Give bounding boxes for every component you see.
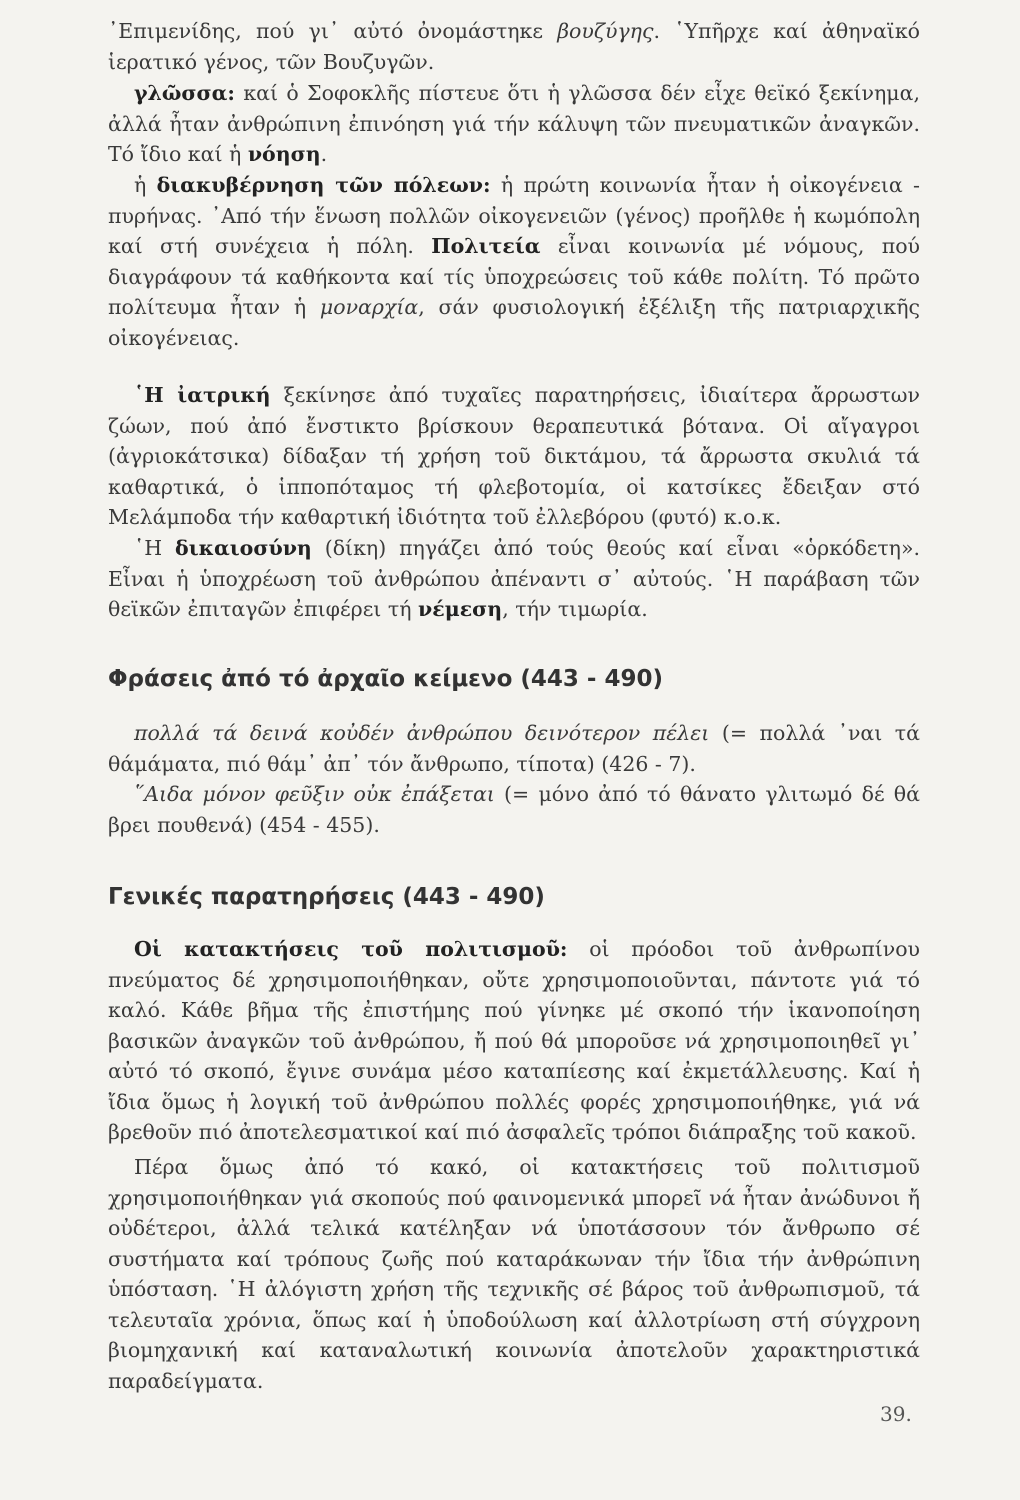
quote-aida: ῞Αιδα μόνον φεῦξιν οὐκ ἐπάξεται (= μόνο ἀπό τό θάνατο γλιτωμό δέ θά βρει πουθενά) (454 - 455). bbox=[108, 782, 920, 837]
page-number: 39. bbox=[880, 1402, 912, 1426]
term-iatriki: ῾Η ἰατρική bbox=[134, 383, 271, 407]
heading-general-remarks: Γενικές παρατηρήσεις (443 - 490) bbox=[108, 884, 545, 910]
paragraph-glossa: γλῶσσα: καί ὁ Σοφοκλῆς πίστευε ὅτι ἡ γλῶσσα δέν εἶχε θεϊκό ξεκίνημα, ἀλλά ἦταν ἀνθρώπινη ἐπινόηση γιά τήν κάλυψη τῶν πνευματικῶν ἀναγκῶν. Τό ἴδιο καί ἡ νόηση. bbox=[108, 81, 920, 166]
paragraph-diakyvernisi: ἡ διακυβέρνηση τῶν πόλεων: ἡ πρώτη κοινωνία ἦταν ἡ οἰκογένεια - πυρήνας. ᾿Από τήν ἕνωση πολλῶν οἰκογενειῶν (γένος) προῆλθε ἡ κωμόπολη καί στή συνέχεια ἡ πόλη. Πολιτεία εἶναι κοινωνία μέ νόμους, πού διαγράφουν τά καθήκοντα καί τίς ὑποχρεώσεις τοῦ κάθε πολίτη. Τό πρῶτο πολίτευμα ἦταν ἡ μοναρχία, σάν φυσιολογική ἐξέλιξη τῆς πατριαρχικῆς οἰκογένειας. bbox=[108, 173, 921, 350]
paragraph-pera: Πέρα ὅμως ἀπό τό κακό, οἱ κατακτήσεις τοῦ πολιτισμοῦ χρησιμοποιήθηκαν γιά σκοπούς πού φαινομενικά μπορεῖ νά ἦταν ἀνώδυνοι ἤ οὐδέτεροι, ἀλλά τελικά κατέληξαν νά ὑποτάσσουν τόν ἄνθρωπο σέ συστήματα καί τρόπους ζωῆς πού καταράκωναν τήν ἴδια τήν ἀνθρώπινη ὑπόσταση. ῾Η ἀλόγιστη χρήση τῆς τεχνικῆς σέ βάρος τοῦ ἀνθρωπισμοῦ, τά τελευταῖα χρόνια, ὅπως καί ἡ ὑποδούλωση καί ἀλλοτρίωση στή σύγχρονη βιομηχανική καί καταναλωτική κοινωνία ἀποτελοῦν χαρακτηριστικά παραδείγματα. bbox=[108, 1155, 920, 1393]
term-dikaiosyni: δικαιοσύνη bbox=[175, 536, 312, 560]
quote-deina: πολλά τά δεινά κοὐδέν ἀνθρώπου δεινότερον πέλει (= πολλά ᾿ναι τά θάμάματα, πιό θάμ᾿ ἀπ᾿ τόν ἄνθρωπο, τίποτα) (426 - 7). bbox=[108, 721, 920, 776]
paragraph-epimenides: ᾿Επιμενίδης, πού γι᾿ αὐτό ὀνομάστηκε βουζύγης. ῾Υπῆρχε καί ἀθηναϊκό ἱερατικό γένος, τῶν Βουζυγῶν. bbox=[108, 19, 921, 74]
paragraph-dikaiosyni: ῾Η δικαιοσύνη (δίκη) πηγάζει ἀπό τούς θεούς καί εἶναι «ὁρκόδετη». Εἶναι ἡ ὑποχρέωση τοῦ ἀνθρώπου ἀπέναντι σ᾿ αὐτούς. ῾Η παράβαση τῶν θεϊκῶν ἐπιταγῶν ἐπιφέρει τή νέμεση, τήν τιμωρία. bbox=[108, 536, 920, 621]
heading-phrases: Φράσεις ἀπό τό ἀρχαῖο κείμενο (443 - 490) bbox=[108, 666, 664, 692]
paragraph-iatriki: ῾Η ἰατρική ξεκίνησε ἀπό τυχαῖες παρατηρήσεις, ἰδιαίτερα ἄρρωστων ζώων, πού ἀπό ἔνστικτο βρίσκουν θεραπευτικά βότανα. Οἱ αἴγαγροι (ἀγριοκάτσικα) δίδαξαν τή χρήση τοῦ δικτάμου, τά ἄρρωστα σκυλιά τά καθαρτικά, ὁ ἱπποπόταμος τή φλεβοτομία, οἱ κατσίκες ἔδειξαν στό Μελάμποδα τήν καθαρτική ἰδιότητα τοῦ ἐλλεβόρου (φυτό) κ.ο.κ. bbox=[108, 383, 920, 529]
term-politeia: Πολιτεία bbox=[431, 234, 541, 258]
term-noisi: νόηση bbox=[247, 142, 321, 166]
paragraph-kataktiseis: Οἱ κατακτήσεις τοῦ πολιτισμοῦ: οἱ πρόοδοι τοῦ ἀνθρωπίνου πνεύματος δέ χρησιμοποιήθηκαν, οὔτε χρησιμοποιοῦνται, πάντοτε γιά τό καλό. Κάθε βῆμα τῆς ἐπιστήμης πού γίνηκε μέ σκοπό τήν ἱκανοποίηση βασικῶν ἀναγκῶν τοῦ ἀνθρώπου, ἤ πού θά μποροῦσε νά χρησιμοποιηθεῖ γι᾿ αὐτό τό σκοπό, ἔγινε συνάμα μέσο καταπίεσης καί ἐκμετάλλευσης. Καί ἡ ἴδια ὅμως ἡ λογική τοῦ ἀνθρώπου πολλές φορές χρησιμοποιήθηκε, γιά νά βρεθοῦν πιό ἀποτελεσματικοί καί πιό ἀσφαλεῖς τρόποι διάπραξης τοῦ κακοῦ. bbox=[108, 937, 921, 1144]
term-kataktiseis: Οἱ κατακτήσεις τοῦ πολιτισμοῦ: bbox=[134, 937, 568, 961]
term-nemesi: νέμεση bbox=[418, 597, 503, 621]
term-diakyvernisi: διακυβέρνηση τῶν πόλεων: bbox=[156, 173, 491, 197]
term-glossa: γλῶσσα: bbox=[134, 81, 235, 105]
